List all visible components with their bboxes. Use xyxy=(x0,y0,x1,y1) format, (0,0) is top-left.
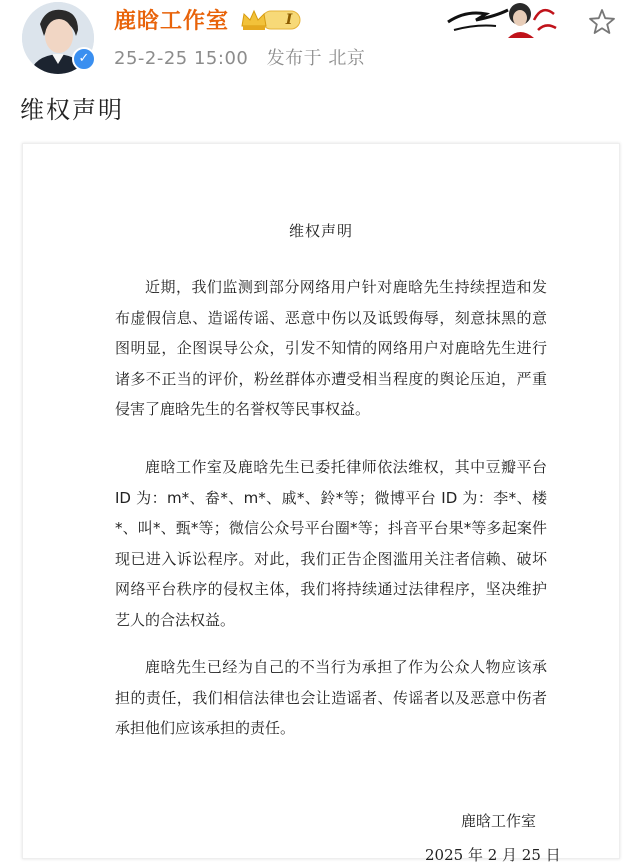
verified-check-icon: ✓ xyxy=(72,47,96,71)
statement-date: 2025 年 2 月 25 日 xyxy=(425,846,561,864)
statement-paragraph: 鹿晗工作室及鹿晗先生已委托律师依法维权，其中豆瓣平台 ID 为：m*、畚*、m*、戚*、鈴*等；微博平台 ID 为：李*、楼*、叫*、甄*等；微信公众号平台圈*等；抖音平台果*等多起案件现已进入诉讼程序。对此，我们正告企图滥用关注者信赖、破坏网络平台秩序的侵权主体，我们将持续通过法律程序，坚决维护艺人的合法权益。 xyxy=(115,458,547,629)
decorative-banner-image xyxy=(446,0,558,40)
vip-level: I xyxy=(285,12,293,28)
statement-title: 维权声明 xyxy=(288,222,353,240)
post-time: 25-2-25 15:00 xyxy=(114,48,249,69)
star-outline-icon[interactable] xyxy=(588,8,616,36)
post-location: 发布于 北京 xyxy=(266,48,366,69)
statement-paragraph: 近期，我们监测到部分网络用户针对鹿晗先生持续捏造和发布虚假信息、造谣传谣、恶意中伤以及诋毁侮辱，刻意抹黑的意图明显，企图误导公众，引发不知情的网络用户对鹿晗先生进行诸多不正当的评价，粉丝群体亦遭受相当程度的舆论压迫，严重侵害了鹿晗先生的名誉权等民事权益。 xyxy=(115,278,547,418)
post-meta xyxy=(114,44,377,70)
post-header xyxy=(0,0,640,90)
post-title: 维权声明 xyxy=(20,96,124,124)
author-name[interactable]: 鹿晗工作室 xyxy=(114,9,230,34)
statement-signature: 鹿晗工作室 xyxy=(461,812,537,830)
statement-image[interactable] xyxy=(22,143,620,864)
statement-paragraph: 鹿晗先生已经为自己的不当行为承担了作为公众人物应该承担的责任，我们相信法律也会让造谣者、传谣者以及恶意中伤者承担他们应该承担的责任。 xyxy=(115,658,547,737)
